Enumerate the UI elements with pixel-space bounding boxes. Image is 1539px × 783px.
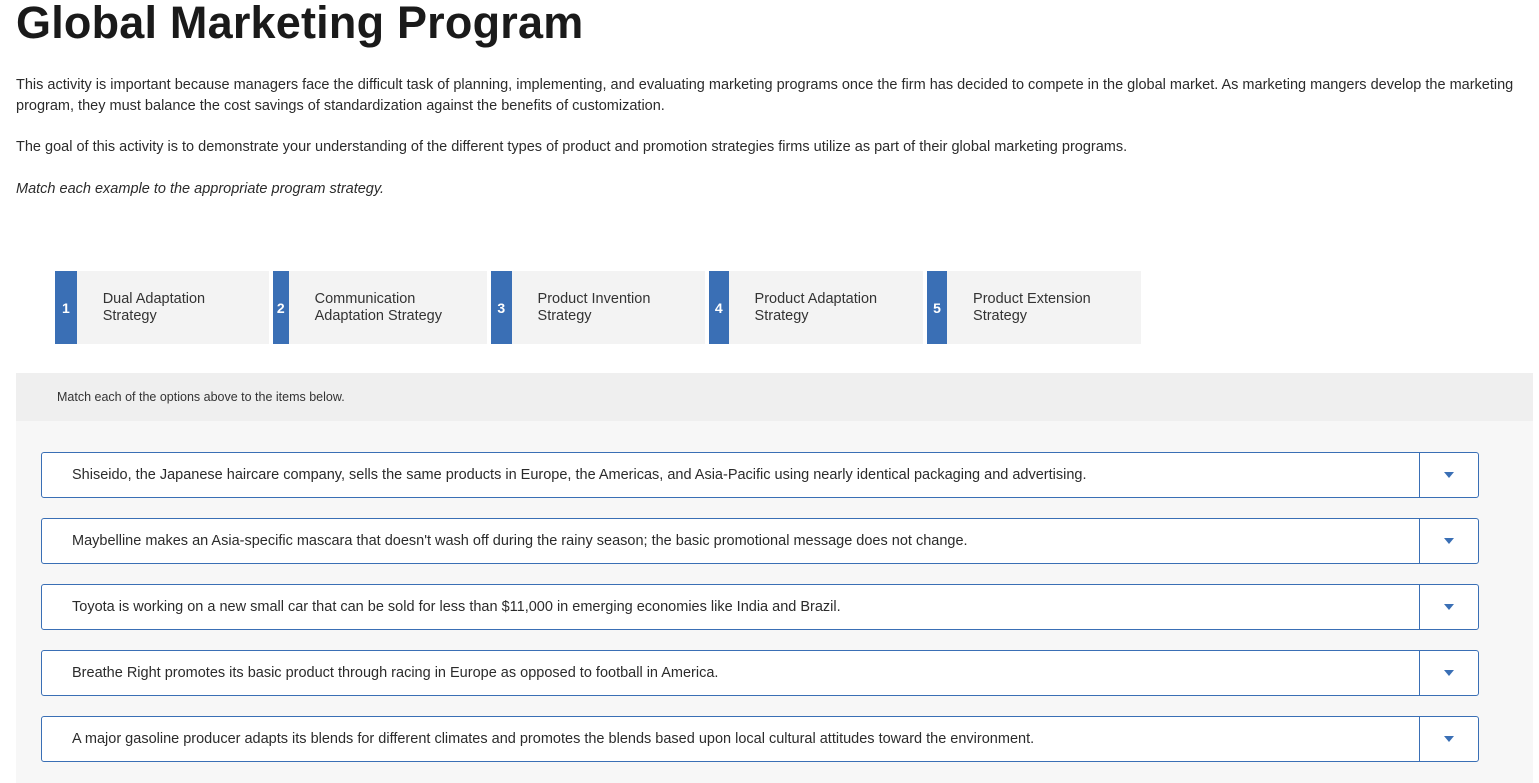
option-card-3[interactable] [491, 271, 705, 344]
match-item-4 [41, 650, 1479, 696]
option-label: Communication Adaptation Strategy [314, 290, 442, 324]
match-item-3 [41, 584, 1479, 630]
option-number: 1 [55, 271, 77, 344]
option-card-4[interactable] [709, 271, 923, 344]
match-item-text: Maybelline makes an Asia-specific mascara that doesn't wash off during the rainy season; the basic promotional message does not change. [72, 533, 968, 549]
option-number: 2 [273, 271, 289, 344]
option-card-2[interactable] [273, 271, 487, 344]
option-number: 5 [927, 271, 947, 344]
match-dropdown-button[interactable] [1419, 717, 1478, 761]
match-item-text: Shiseido, the Japanese haircare company, sells the same products in Europe, the Americas, and Asia-Pacific using nearly identical packaging and advertising. [72, 467, 1087, 483]
chevron-down-icon [1444, 472, 1454, 478]
intro-paragraph: This activity is important because managers face the difficult task of planning, implementing, and evaluating marketing programs once the firm has decided to compete in the global market. As marketing mangers develop the marketing program, they must balance the cost savings of standardization against the benefits of customization. [16, 77, 1514, 114]
match-dropdown-button[interactable] [1419, 519, 1478, 563]
chevron-down-icon [1444, 538, 1454, 544]
option-number: 4 [709, 271, 729, 344]
match-item-5 [41, 716, 1479, 762]
option-label: Product Invention Strategy [537, 290, 651, 324]
match-panel [16, 373, 1533, 783]
match-dropdown-button[interactable] [1419, 651, 1478, 695]
match-item-text: Breathe Right promotes its basic product through racing in Europe as opposed to football in America. [72, 665, 719, 681]
goal-paragraph: The goal of this activity is to demonstrate your understanding of the different types of product and promotion strategies firms utilize as part of their global marketing programs. [16, 139, 1128, 155]
match-item-text: Toyota is working on a new small car that can be sold for less than $11,000 in emerging economies like India and Brazil. [72, 599, 841, 615]
chevron-down-icon [1444, 670, 1454, 676]
page-title: Global Marketing Program [16, 0, 584, 48]
match-item-text: A major gasoline producer adapts its blends for different climates and promotes the blends based upon local cultural attitudes toward the environment. [72, 731, 1035, 747]
match-item-2 [41, 518, 1479, 564]
option-label: Dual Adaptation Strategy [102, 290, 206, 324]
instruction-text: Match each example to the appropriate program strategy. [16, 181, 385, 197]
match-item-1 [41, 452, 1479, 498]
chevron-down-icon [1444, 604, 1454, 610]
chevron-down-icon [1444, 736, 1454, 742]
match-header: Match each of the options above to the items below. [16, 373, 1533, 421]
option-label: Product Extension Strategy [973, 290, 1091, 324]
option-label: Product Adaptation Strategy [754, 290, 878, 324]
match-dropdown-button[interactable] [1419, 585, 1478, 629]
option-card-5[interactable] [927, 271, 1141, 344]
options-row [55, 271, 1141, 344]
option-card-1[interactable] [55, 271, 269, 344]
option-number: 3 [491, 271, 512, 344]
match-items-list [41, 452, 1479, 782]
match-dropdown-button[interactable] [1419, 453, 1478, 497]
